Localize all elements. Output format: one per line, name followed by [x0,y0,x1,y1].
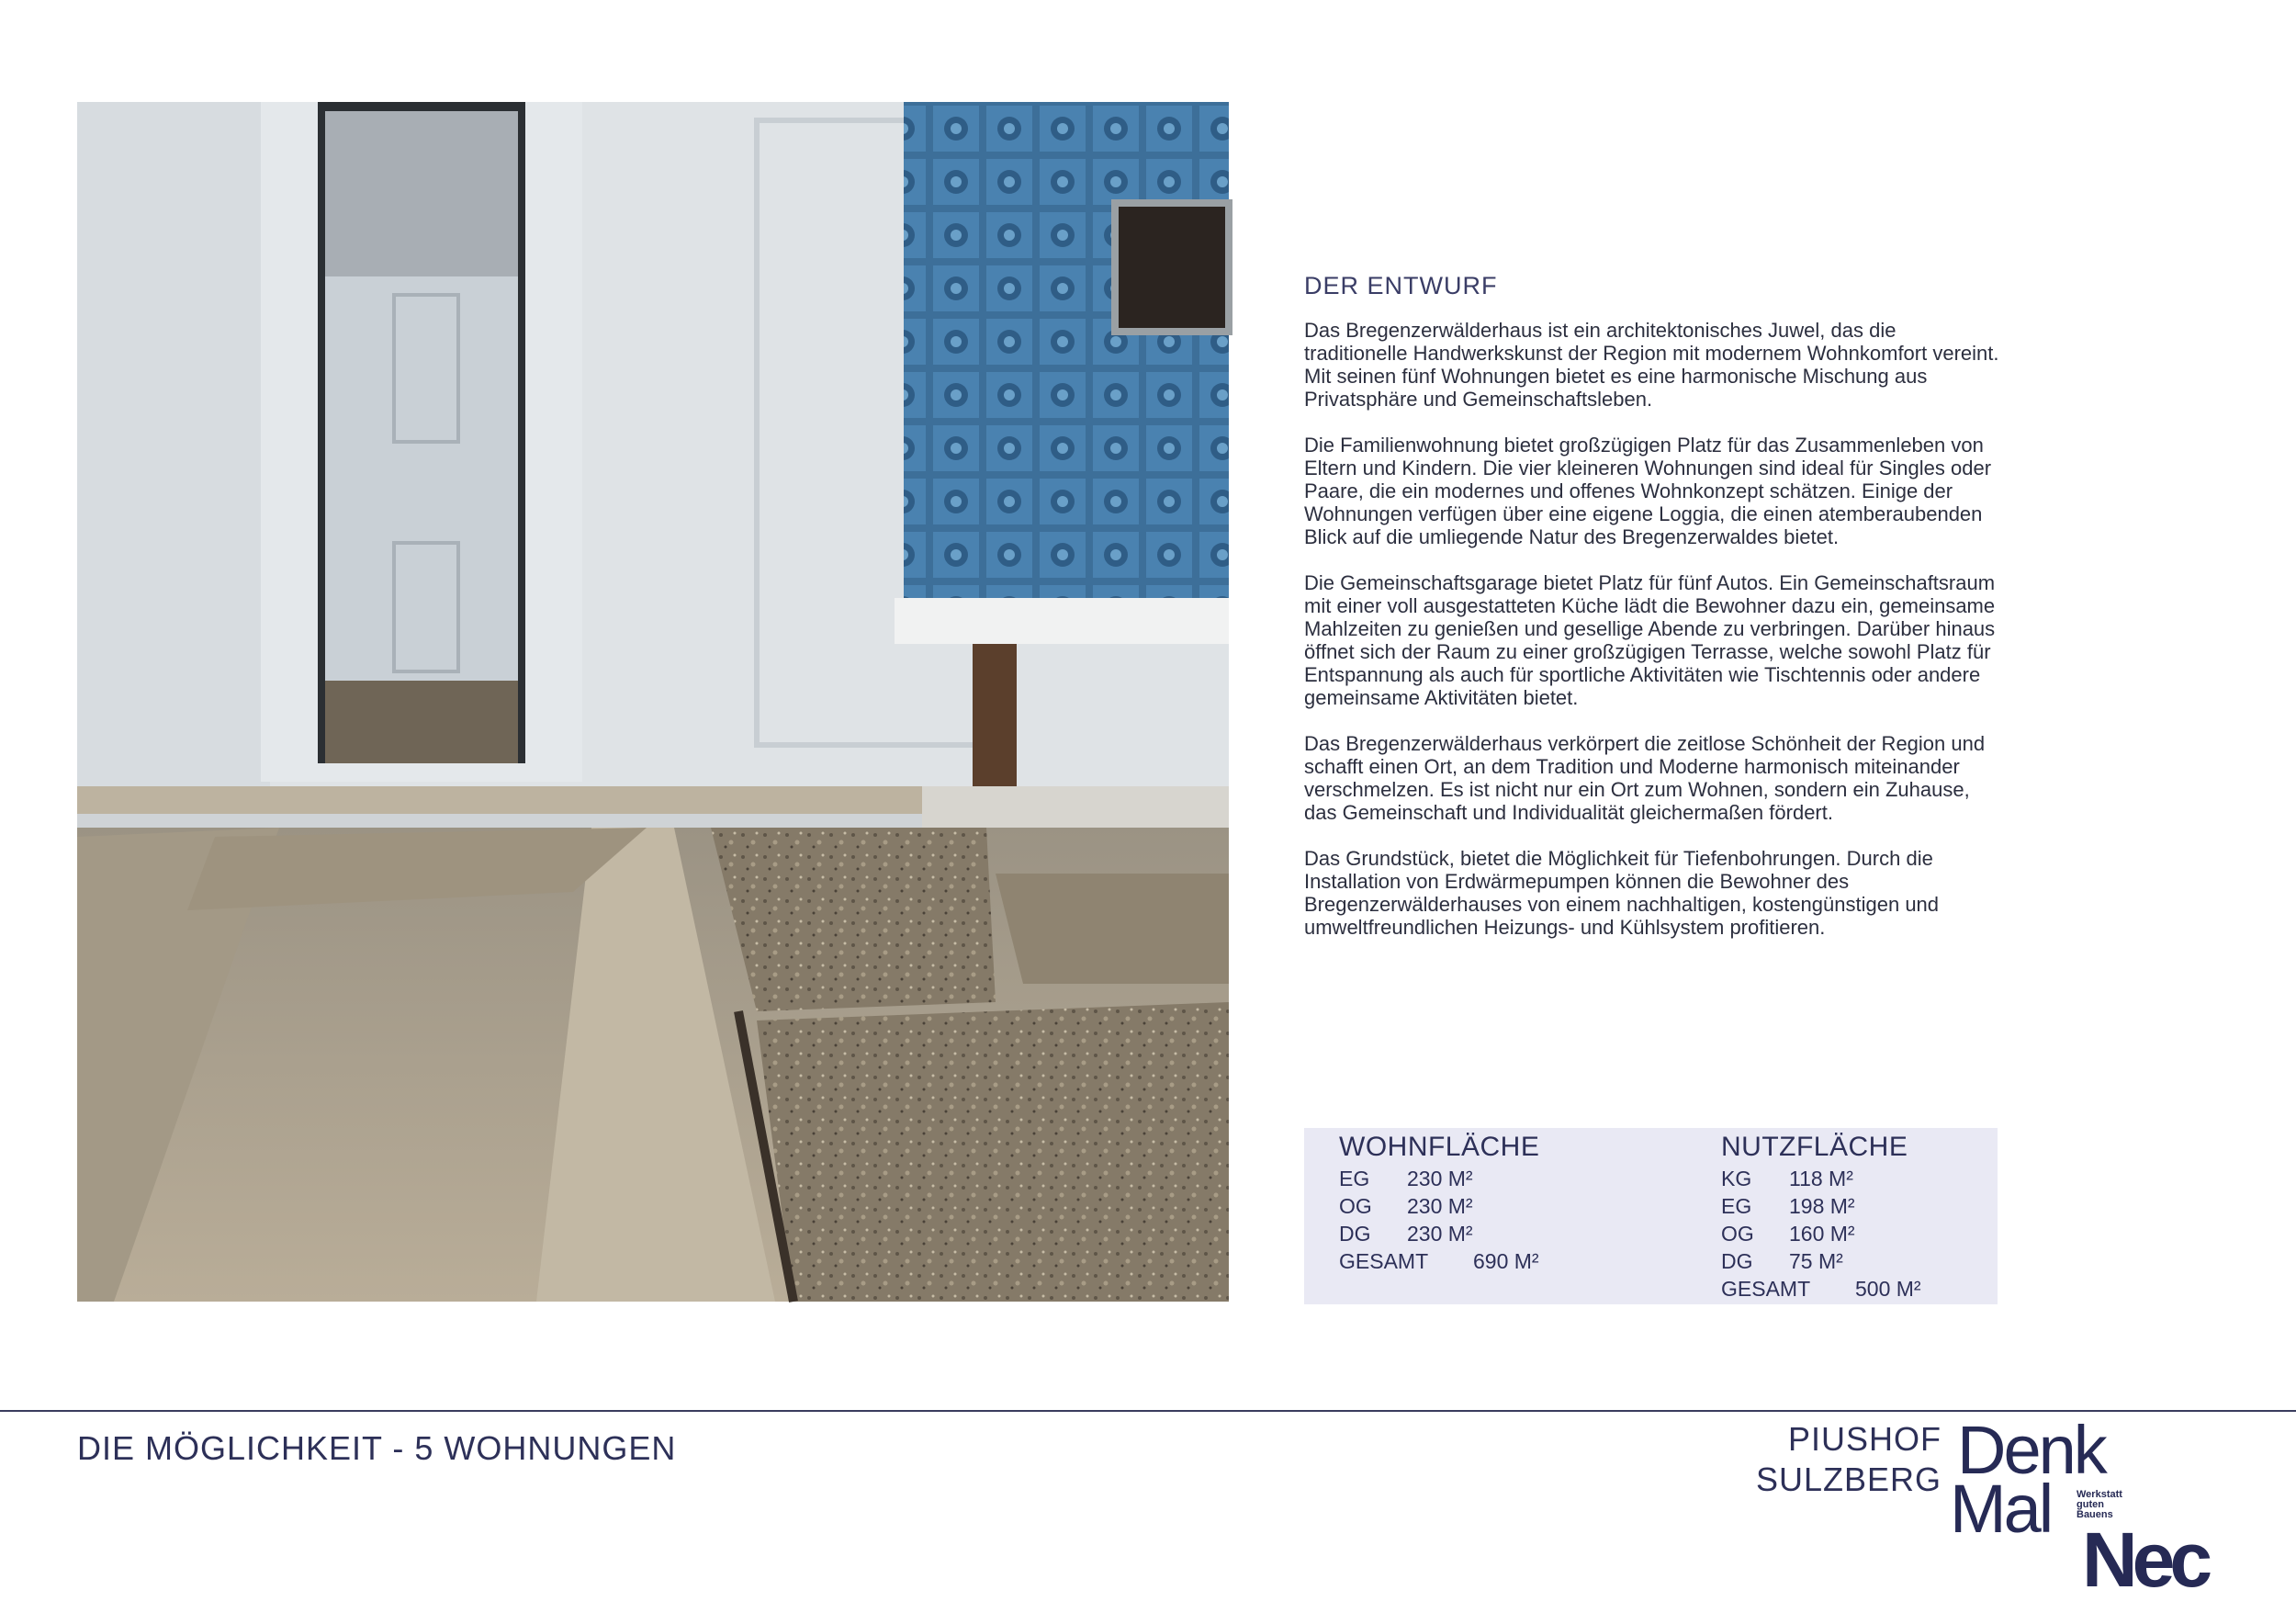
logo-word-denk: Denk [1957,1412,2105,1488]
area-row-value: 75 M² [1789,1249,1843,1273]
paragraph-familienwohnung: Die Familienwohnung bietet großzügigen Platz für das Zusammenleben von Eltern und Kindern. Die vier kleineren Wohnungen sind ideal für Singles oder Paare, die ein modernes und offenes Wohnkonzept schätzen. Einige der Wohnungen verfügen über eine eigene Loggia, die einen atemberaubenden Blick auf die umliegende Natur des Bregenzerwaldes bietet. [1304,434,1992,548]
logo-tagline-line3: Bauens [2077,1509,2113,1520]
entwurf-section [1304,272,2002,962]
area-row-value: 230 M² [1407,1194,1473,1218]
section-heading: DER ENTWURF [1304,272,1498,299]
area-row-label: KG [1721,1167,1752,1190]
area-row-label: DG [1721,1249,1753,1273]
area-row-value: 230 M² [1407,1167,1473,1190]
wohnflaeche-column [1339,1132,1539,1275]
wohnflaeche-title: WOHNFLÄCHE [1339,1132,1540,1162]
area-row-label: DG [1339,1222,1371,1246]
project-name [1756,1419,1941,1500]
area-row-value: 160 M² [1789,1222,1855,1246]
project-name-line1: PIUSHOF [1787,1420,1941,1458]
area-total-row [1339,1247,1539,1275]
area-row-value: 230 M² [1407,1222,1473,1246]
area-row [1721,1192,1921,1220]
interior-photo [77,102,1229,1302]
area-row [1339,1192,1539,1220]
area-summary [1304,1128,1998,1304]
area-row-value: 118 M² [1789,1167,1853,1190]
area-row-label: OG [1721,1222,1754,1246]
area-total-label: GESAMT [1721,1277,1811,1301]
area-row [1721,1220,1921,1247]
logo-word-mal: Mal [1950,1471,2052,1547]
paragraph-grundstueck: Das Grundstück, bietet die Möglichkeit für Tiefenbohrungen. Durch die Installation von Erdwärmepumpen können die Bewohner des Bregenzerwälderhauses von einem nachhaltigen, kostengünstigen und umweltfreundlichen Heizungs- und Kühlsystem profitieren. [1304,847,1940,939]
area-row [1339,1165,1539,1192]
area-row-value: 198 M² [1789,1194,1855,1218]
paragraph-intro: Das Bregenzerwälderhaus ist ein architektonisches Juwel, das die traditionelle Handwerkskunst der Region mit modernem Wohnkomfort vereint. Mit seinen fünf Wohnungen bietet es eine harmonische Mischung aus Privatsphäre und Gemeinschaftsleben. [1304,319,1999,411]
area-row [1721,1247,1921,1275]
paragraph-gemeinschaft: Die Gemeinschaftsgarage bietet Platz für fünf Autos. Ein Gemeinschaftsraum mit einer voll ausgestatteten Küche lädt die Bewohner dazu ein, gemeinsame Mahlzeiten zu genießen und gesellige Abende zu verbringen. Darüber hinaus öffnet sich der Raum zu einer großzügigen Terrasse, welche sowohl Platz für Entspannung als auch für sportliche Aktivitäten wie Tischtennis oder andere gemeinsame Aktivitäten bietet. [1304,571,1996,709]
logo-tagline-line1: Werkstatt [2077,1489,2122,1500]
project-name-line2: SULZBERG [1755,1460,1941,1498]
logo-tagline-line2: guten [2077,1499,2104,1510]
denkmal-nec-logo [1950,1412,2209,1603]
area-row [1721,1165,1921,1192]
interior-photo-drawing [77,102,1229,1302]
logo-word-nec: Nec [2082,1517,2208,1603]
area-row-label: EG [1721,1194,1752,1218]
area-row-label: EG [1339,1167,1370,1190]
nutzflaeche-title: NUTZFLÄCHE [1721,1132,1908,1162]
paragraph-tradition: Das Bregenzerwälderhaus verkörpert die zeitlose Schönheit der Region und schafft einen Ort, an dem Tradition und Moderne harmonisch miteinander verschmelzen. Es ist nicht nur ein Ort zum Wohnen, sondern ein Zuhause, das Gemeinschaft und Individualität gleichermaßen fördert. [1304,732,1986,824]
area-total-label: GESAMT [1339,1249,1429,1273]
area-total-value: 500 M² [1855,1277,1921,1301]
area-total-row [1721,1275,1921,1303]
nutzflaeche-column [1721,1132,1921,1303]
area-row [1339,1220,1539,1247]
area-total-value: 690 M² [1473,1249,1539,1273]
area-row-label: OG [1339,1194,1372,1218]
footer-divider [0,1410,2296,1412]
page-title: DIE MÖGLICHKEIT - 5 WOHNUNGEN [77,1429,677,1467]
